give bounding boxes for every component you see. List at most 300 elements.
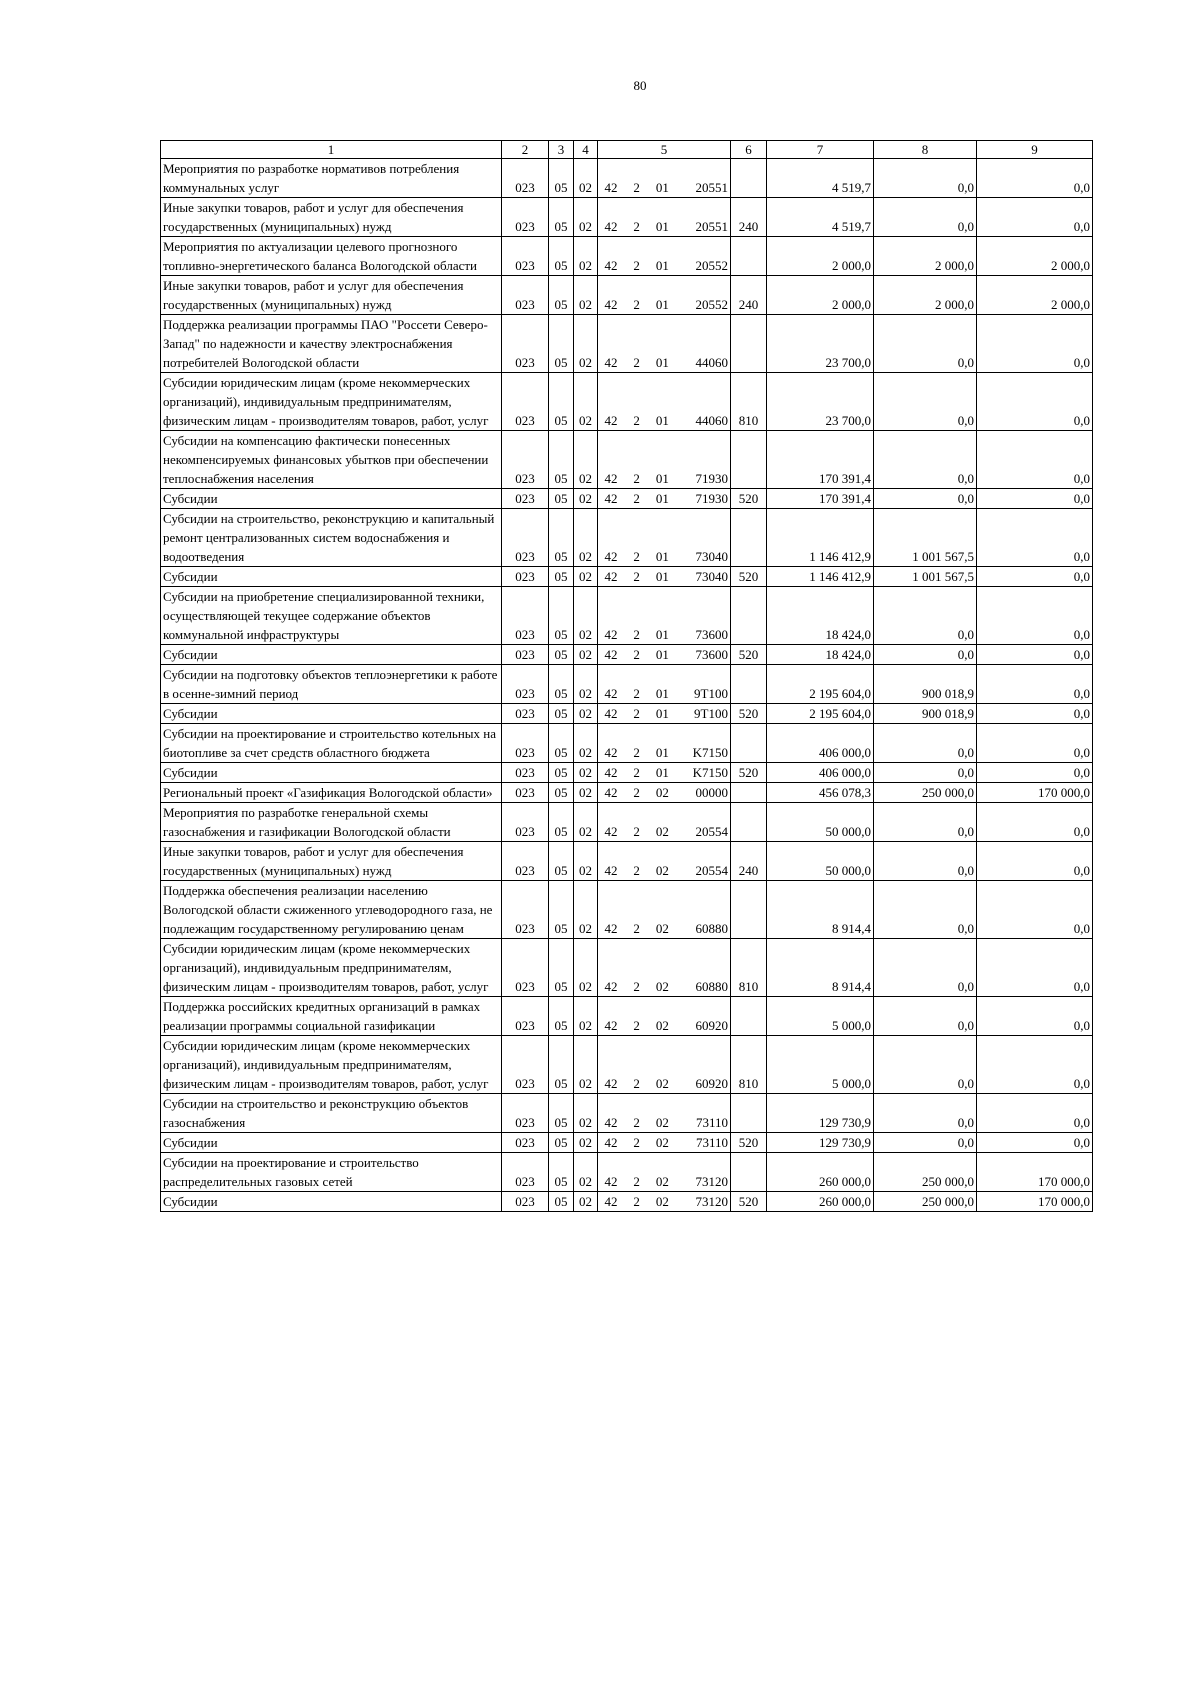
col-3-code: 05 (549, 587, 574, 645)
target-code-part: 01 (655, 491, 669, 506)
table-row (161, 1133, 1093, 1153)
table-row (161, 567, 1093, 587)
target-code-part: 01 (655, 627, 669, 642)
target-code-part: 2 (633, 413, 640, 428)
col-7-amount: 1 146 412,9 (767, 567, 874, 587)
col-2-code: 023 (502, 783, 549, 803)
target-code-part: 42 (604, 745, 618, 760)
target-code-part: 20554 (695, 863, 728, 878)
target-code-part: 2 (633, 219, 640, 234)
table-row (161, 509, 1093, 567)
target-code-part: 01 (655, 297, 669, 312)
col-3-code: 05 (549, 509, 574, 567)
target-article-code (600, 861, 728, 880)
col-9-amount: 0,0 (977, 587, 1093, 645)
col-9-amount: 0,0 (977, 315, 1093, 373)
col-9-amount: 0,0 (977, 763, 1093, 783)
target-code-part: 02 (655, 1135, 669, 1150)
col-6-expense-type (731, 803, 767, 842)
col-3-code: 05 (549, 315, 574, 373)
target-article-cell (598, 489, 731, 509)
target-code-part: 01 (655, 471, 669, 486)
table-row (161, 842, 1093, 881)
col-9-amount: 0,0 (977, 645, 1093, 665)
table-row (161, 1192, 1093, 1212)
target-code-part: 42 (604, 491, 618, 506)
target-code-part: 42 (604, 297, 618, 312)
col-6-expense-type: 240 (731, 198, 767, 237)
col-3-code: 05 (549, 431, 574, 489)
target-code-part: 42 (604, 979, 618, 994)
header-cell: 2 (502, 141, 549, 159)
row-name: Субсидии юридическим лицам (кроме некоммерческих организаций), индивидуальным предпринимателям, физическим лицам - производителям товаров, работ, услуг (161, 939, 502, 997)
table-row (161, 939, 1093, 997)
col-9-amount: 0,0 (977, 373, 1093, 431)
target-code-part: 02 (655, 824, 669, 839)
target-code-part: 71930 (695, 491, 728, 506)
target-article-cell (598, 198, 731, 237)
col-2-code: 023 (502, 724, 549, 763)
col-4-code: 02 (574, 509, 598, 567)
target-article-cell (598, 567, 731, 587)
col-3-code: 05 (549, 489, 574, 509)
target-code-part: 02 (655, 1174, 669, 1189)
col-4-code: 02 (574, 567, 598, 587)
col-7-amount: 8 914,4 (767, 939, 874, 997)
col-4-code: 02 (574, 724, 598, 763)
col-7-amount: 129 730,9 (767, 1094, 874, 1133)
target-article-code (600, 411, 728, 430)
target-article-code (600, 977, 728, 996)
col-3-code: 05 (549, 373, 574, 431)
col-8-amount: 0,0 (874, 1036, 977, 1094)
col-4-code: 02 (574, 783, 598, 803)
col-8-amount: 0,0 (874, 373, 977, 431)
col-6-expense-type (731, 587, 767, 645)
col-6-expense-type: 520 (731, 704, 767, 724)
target-code-part: 42 (604, 921, 618, 936)
target-article-code (600, 763, 728, 782)
row-name: Субсидии (161, 704, 502, 724)
target-code-part: 20554 (695, 824, 728, 839)
col-9-amount: 2 000,0 (977, 237, 1093, 276)
col-2-code: 023 (502, 237, 549, 276)
target-article-code (600, 783, 728, 802)
target-code-part: 20552 (695, 258, 728, 273)
col-9-amount: 2 000,0 (977, 276, 1093, 315)
col-4-code: 02 (574, 1036, 598, 1094)
col-2-code: 023 (502, 509, 549, 567)
target-article-cell (598, 509, 731, 567)
target-article-code (600, 704, 728, 723)
target-article-cell (598, 842, 731, 881)
table-row (161, 645, 1093, 665)
col-8-amount: 250 000,0 (874, 1192, 977, 1212)
col-9-amount: 0,0 (977, 1036, 1093, 1094)
col-7-amount: 2 000,0 (767, 237, 874, 276)
target-code-part: 73120 (695, 1194, 728, 1209)
col-3-code: 05 (549, 881, 574, 939)
target-code-part: 42 (604, 471, 618, 486)
col-7-amount: 23 700,0 (767, 315, 874, 373)
target-code-part: 02 (655, 785, 669, 800)
col-7-amount: 170 391,4 (767, 431, 874, 489)
table-row (161, 1036, 1093, 1094)
target-code-part: 42 (604, 569, 618, 584)
target-article-code (600, 295, 728, 314)
col-8-amount: 1 001 567,5 (874, 567, 977, 587)
target-code-part: 01 (655, 745, 669, 760)
col-8-amount: 900 018,9 (874, 704, 977, 724)
target-article-code (600, 217, 728, 236)
target-code-part: 42 (604, 1135, 618, 1150)
col-7-amount: 129 730,9 (767, 1133, 874, 1153)
col-6-expense-type (731, 783, 767, 803)
col-8-amount: 1 001 567,5 (874, 509, 977, 567)
col-9-amount: 0,0 (977, 881, 1093, 939)
col-6-expense-type (731, 159, 767, 198)
target-code-part: 02 (655, 979, 669, 994)
col-4-code: 02 (574, 315, 598, 373)
row-name: Субсидии юридическим лицам (кроме некоммерческих организаций), индивидуальным предпринимателям, физическим лицам - производителям товаров, работ, услуг (161, 373, 502, 431)
target-article-cell (598, 1153, 731, 1192)
target-code-part: 00000 (695, 785, 728, 800)
col-2-code: 023 (502, 645, 549, 665)
target-code-part: 2 (633, 491, 640, 506)
col-2-code: 023 (502, 373, 549, 431)
target-article-cell (598, 704, 731, 724)
row-name: Субсидии (161, 1133, 502, 1153)
table-row (161, 1094, 1093, 1133)
row-name: Иные закупки товаров, работ и услуг для обеспечения государственных (муниципальных) нужд (161, 276, 502, 315)
target-article-code (600, 353, 728, 372)
target-code-part: 20551 (695, 219, 728, 234)
target-code-part: 73600 (695, 627, 728, 642)
row-name: Мероприятия по актуализации целевого прогнозного топливно-энергетического баланса Вологодской области (161, 237, 502, 276)
col-9-amount: 0,0 (977, 665, 1093, 704)
header-cell: 3 (549, 141, 574, 159)
row-name: Субсидии на проектирование и строительство котельных на биотопливе за счет средств областного бюджета (161, 724, 502, 763)
target-code-part: 73110 (695, 1135, 728, 1150)
target-code-part: 2 (633, 765, 640, 780)
target-code-part: 42 (604, 549, 618, 564)
header-row (161, 141, 1093, 159)
col-4-code: 02 (574, 939, 598, 997)
col-2-code: 023 (502, 997, 549, 1036)
target-code-part: 73120 (695, 1174, 728, 1189)
target-code-part: 60880 (695, 979, 728, 994)
col-9-amount: 0,0 (977, 431, 1093, 489)
col-9-amount: 0,0 (977, 159, 1093, 198)
target-article-code (600, 919, 728, 938)
col-9-amount: 170 000,0 (977, 783, 1093, 803)
col-9-amount: 0,0 (977, 489, 1093, 509)
target-article-cell (598, 763, 731, 783)
target-code-part: 42 (604, 706, 618, 721)
col-8-amount: 0,0 (874, 724, 977, 763)
col-2-code: 023 (502, 842, 549, 881)
col-4-code: 02 (574, 997, 598, 1036)
target-code-part: 42 (604, 647, 618, 662)
col-8-amount: 0,0 (874, 489, 977, 509)
target-article-cell (598, 159, 731, 198)
col-9-amount: 0,0 (977, 704, 1093, 724)
target-code-part: 73040 (695, 569, 728, 584)
col-7-amount: 18 424,0 (767, 645, 874, 665)
target-article-code (600, 1016, 728, 1035)
col-9-amount: 0,0 (977, 567, 1093, 587)
target-code-part: 60920 (695, 1018, 728, 1033)
col-2-code: 023 (502, 1036, 549, 1094)
target-code-part: 02 (655, 1115, 669, 1130)
row-name: Поддержка реализации программы ПАО "Россети Северо-Запад" по надежности и качеству электроснабжения потребителей Вологодской области (161, 315, 502, 373)
col-6-expense-type: 520 (731, 1133, 767, 1153)
target-code-part: K7150 (692, 765, 728, 780)
target-code-part: 42 (604, 785, 618, 800)
col-7-amount: 5 000,0 (767, 997, 874, 1036)
col-4-code: 02 (574, 431, 598, 489)
col-6-expense-type: 240 (731, 276, 767, 315)
target-article-cell (598, 1094, 731, 1133)
target-article-cell (598, 1036, 731, 1094)
budget-table (160, 140, 1093, 1212)
target-code-part: 42 (604, 1018, 618, 1033)
col-8-amount: 2 000,0 (874, 276, 977, 315)
col-4-code: 02 (574, 803, 598, 842)
col-8-amount: 0,0 (874, 803, 977, 842)
target-article-code (600, 1172, 728, 1191)
target-code-part: 42 (604, 355, 618, 370)
row-name: Субсидии (161, 489, 502, 509)
table-row (161, 783, 1093, 803)
target-code-part: K7150 (692, 745, 728, 760)
col-9-amount: 0,0 (977, 198, 1093, 237)
target-code-part: 20552 (695, 297, 728, 312)
col-6-expense-type (731, 1094, 767, 1133)
row-name: Иные закупки товаров, работ и услуг для обеспечения государственных (муниципальных) нужд (161, 842, 502, 881)
row-name: Субсидии (161, 567, 502, 587)
col-9-amount: 0,0 (977, 724, 1093, 763)
col-6-expense-type: 240 (731, 842, 767, 881)
col-2-code: 023 (502, 431, 549, 489)
table-row (161, 997, 1093, 1036)
col-8-amount: 250 000,0 (874, 1153, 977, 1192)
header-cell: 8 (874, 141, 977, 159)
target-article-cell (598, 373, 731, 431)
target-code-part: 42 (604, 1115, 618, 1130)
col-3-code: 05 (549, 237, 574, 276)
target-code-part: 42 (604, 219, 618, 234)
col-8-amount: 0,0 (874, 763, 977, 783)
target-code-part: 44060 (695, 355, 728, 370)
target-code-part: 2 (633, 921, 640, 936)
col-8-amount: 0,0 (874, 315, 977, 373)
col-6-expense-type (731, 881, 767, 939)
col-8-amount: 2 000,0 (874, 237, 977, 276)
target-code-part: 42 (604, 863, 618, 878)
col-2-code: 023 (502, 881, 549, 939)
target-article-cell (598, 645, 731, 665)
col-3-code: 05 (549, 159, 574, 198)
target-code-part: 42 (604, 258, 618, 273)
col-7-amount: 456 078,3 (767, 783, 874, 803)
col-2-code: 023 (502, 1133, 549, 1153)
target-code-part: 2 (633, 471, 640, 486)
target-code-part: 2 (633, 686, 640, 701)
target-article-code (600, 625, 728, 644)
target-code-part: 60880 (695, 921, 728, 936)
target-code-part: 71930 (695, 471, 728, 486)
row-name: Субсидии юридическим лицам (кроме некоммерческих организаций), индивидуальным предпринимателям, физическим лицам - производителям товаров, работ, услуг (161, 1036, 502, 1094)
row-name: Субсидии на строительство и реконструкцию объектов газоснабжения (161, 1094, 502, 1133)
table-row (161, 373, 1093, 431)
col-6-expense-type (731, 237, 767, 276)
target-article-code (600, 1192, 728, 1211)
col-3-code: 05 (549, 803, 574, 842)
target-article-code (600, 469, 728, 488)
target-code-part: 01 (655, 413, 669, 428)
target-code-part: 2 (633, 647, 640, 662)
table-body (161, 141, 1093, 1212)
col-3-code: 05 (549, 1153, 574, 1192)
col-6-expense-type (731, 315, 767, 373)
row-name: Субсидии на приобретение специализированной техники, осуществляющей текущее содержание объектов коммунальной инфраструктуры (161, 587, 502, 645)
col-7-amount: 406 000,0 (767, 763, 874, 783)
col-9-amount: 0,0 (977, 997, 1093, 1036)
col-7-amount: 4 519,7 (767, 198, 874, 237)
target-code-part: 9Т100 (694, 686, 728, 701)
header-cell: 1 (161, 141, 502, 159)
col-8-amount: 0,0 (874, 198, 977, 237)
row-name: Субсидии (161, 1192, 502, 1212)
col-7-amount: 2 195 604,0 (767, 704, 874, 724)
target-code-part: 60920 (695, 1076, 728, 1091)
row-name: Поддержка российских кредитных организаций в рамках реализации программы социальной газификации (161, 997, 502, 1036)
col-3-code: 05 (549, 1133, 574, 1153)
row-name: Иные закупки товаров, работ и услуг для обеспечения государственных (муниципальных) нужд (161, 198, 502, 237)
target-code-part: 2 (633, 824, 640, 839)
target-code-part: 2 (633, 706, 640, 721)
col-8-amount: 0,0 (874, 587, 977, 645)
col-9-amount: 170 000,0 (977, 1192, 1093, 1212)
col-2-code: 023 (502, 1192, 549, 1212)
col-2-code: 023 (502, 763, 549, 783)
target-code-part: 20551 (695, 180, 728, 195)
table-row (161, 763, 1093, 783)
col-3-code: 05 (549, 645, 574, 665)
target-code-part: 01 (655, 686, 669, 701)
col-8-amount: 0,0 (874, 159, 977, 198)
col-9-amount: 0,0 (977, 939, 1093, 997)
col-2-code: 023 (502, 198, 549, 237)
target-code-part: 42 (604, 765, 618, 780)
target-code-part: 2 (633, 1135, 640, 1150)
target-code-part: 2 (633, 549, 640, 564)
target-article-code (600, 1113, 728, 1132)
col-2-code: 023 (502, 1153, 549, 1192)
col-7-amount: 260 000,0 (767, 1153, 874, 1192)
col-4-code: 02 (574, 704, 598, 724)
col-3-code: 05 (549, 939, 574, 997)
col-6-expense-type (731, 665, 767, 704)
col-2-code: 023 (502, 939, 549, 997)
target-code-part: 42 (604, 824, 618, 839)
target-code-part: 02 (655, 921, 669, 936)
col-6-expense-type: 810 (731, 939, 767, 997)
table-row (161, 315, 1093, 373)
row-name: Субсидии на проектирование и строительство распределительных газовых сетей (161, 1153, 502, 1192)
col-8-amount: 0,0 (874, 1133, 977, 1153)
target-code-part: 42 (604, 1194, 618, 1209)
col-8-amount: 0,0 (874, 842, 977, 881)
col-7-amount: 23 700,0 (767, 373, 874, 431)
col-3-code: 05 (549, 276, 574, 315)
target-article-code (600, 645, 728, 664)
target-code-part: 73600 (695, 647, 728, 662)
table-row (161, 431, 1093, 489)
col-7-amount: 1 146 412,9 (767, 509, 874, 567)
col-3-code: 05 (549, 763, 574, 783)
header-cell: 7 (767, 141, 874, 159)
col-9-amount: 0,0 (977, 1094, 1093, 1133)
col-3-code: 05 (549, 1036, 574, 1094)
col-6-expense-type: 810 (731, 373, 767, 431)
col-7-amount: 4 519,7 (767, 159, 874, 198)
col-7-amount: 170 391,4 (767, 489, 874, 509)
col-3-code: 05 (549, 1094, 574, 1133)
target-article-cell (598, 1133, 731, 1153)
target-code-part: 02 (655, 1018, 669, 1033)
target-code-part: 2 (633, 258, 640, 273)
target-code-part: 01 (655, 180, 669, 195)
target-article-code (600, 684, 728, 703)
table-row (161, 237, 1093, 276)
page-number: 80 (633, 78, 647, 93)
target-article-code (600, 743, 728, 762)
table-row (161, 159, 1093, 198)
target-code-part: 44060 (695, 413, 728, 428)
col-2-code: 023 (502, 159, 549, 198)
col-8-amount: 0,0 (874, 939, 977, 997)
col-9-amount: 0,0 (977, 803, 1093, 842)
col-4-code: 02 (574, 276, 598, 315)
table-row (161, 587, 1093, 645)
col-9-amount: 0,0 (977, 509, 1093, 567)
target-code-part: 01 (655, 219, 669, 234)
col-7-amount: 8 914,4 (767, 881, 874, 939)
row-name: Субсидии (161, 645, 502, 665)
target-code-part: 2 (633, 1194, 640, 1209)
col-9-amount: 0,0 (977, 842, 1093, 881)
target-article-cell (598, 431, 731, 489)
col-7-amount: 5 000,0 (767, 1036, 874, 1094)
col-2-code: 023 (502, 315, 549, 373)
col-8-amount: 0,0 (874, 1094, 977, 1133)
row-name: Субсидии на компенсацию фактически понесенных некомпенсируемых финансовых убытков при обеспечении теплоснабжения населения (161, 431, 502, 489)
col-4-code: 02 (574, 763, 598, 783)
col-9-amount: 0,0 (977, 1133, 1093, 1153)
col-7-amount: 2 195 604,0 (767, 665, 874, 704)
target-code-part: 73040 (695, 549, 728, 564)
col-7-amount: 50 000,0 (767, 842, 874, 881)
row-name: Мероприятия по разработке нормативов потребления коммунальных услуг (161, 159, 502, 198)
table-row (161, 276, 1093, 315)
target-code-part: 2 (633, 785, 640, 800)
col-4-code: 02 (574, 1192, 598, 1212)
target-article-code (600, 256, 728, 275)
col-8-amount: 0,0 (874, 881, 977, 939)
target-code-part: 2 (633, 180, 640, 195)
